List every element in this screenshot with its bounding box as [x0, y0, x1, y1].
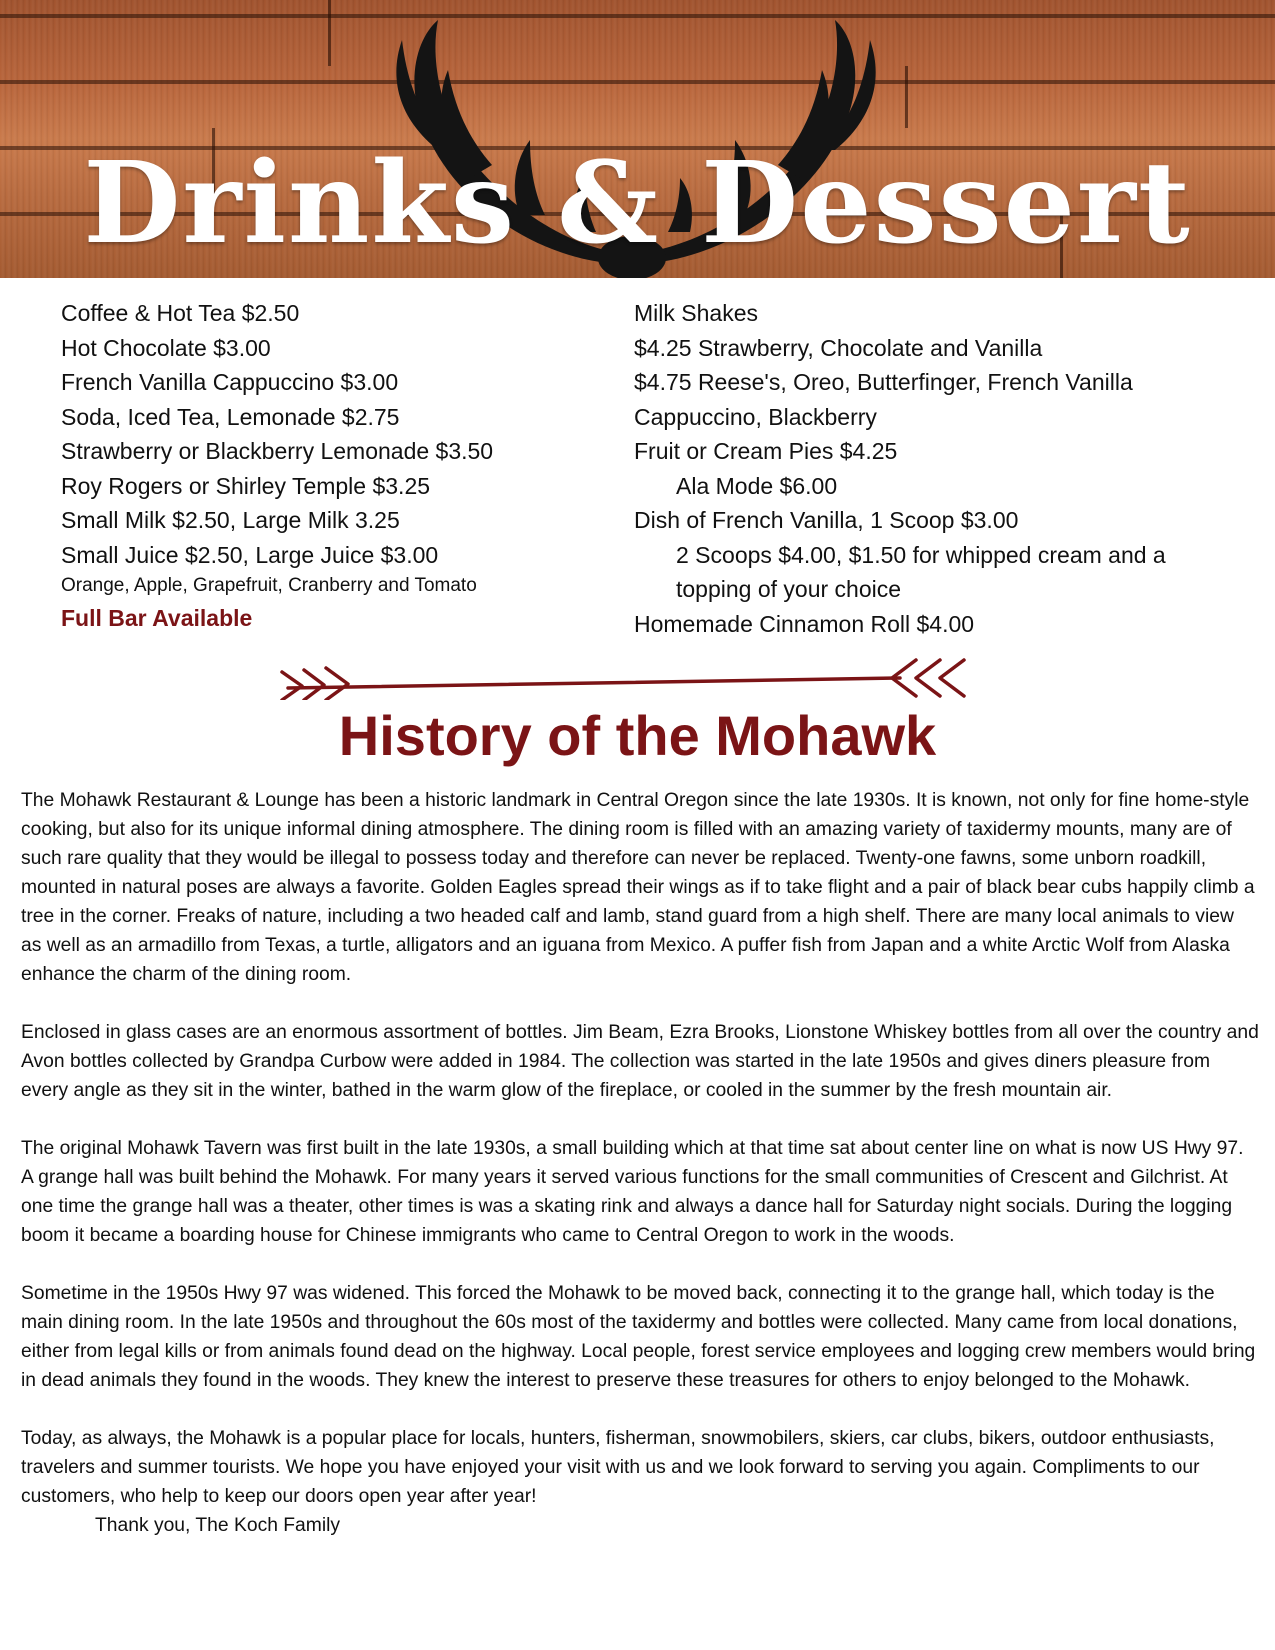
desserts-list	[634, 296, 1234, 641]
dessert-item: Fruit or Cream Pies $4.25	[634, 438, 898, 464]
drink-item: Coffee & Hot Tea $2.50	[61, 300, 300, 326]
dessert-item: $4.75 Reese's, Oreo, Butterfinger, French Vanilla Cappuccino, Blackberry	[634, 369, 1133, 430]
drink-item: Hot Chocolate $3.00	[61, 334, 271, 361]
arrow-divider-icon	[280, 656, 980, 700]
history-title: History of the Mohawk	[338, 704, 937, 767]
history-text	[21, 786, 1259, 1540]
juice-note: Orange, Apple, Grapefruit, Cranberry and Tomato	[61, 575, 477, 596]
dessert-item: 2 Scoops $4.00, $1.50 for whipped cream and a topping of your choice	[676, 541, 1166, 602]
drink-item: Strawberry or Blackberry Lemonade $3.50	[61, 438, 494, 464]
drink-item: Soda, Iced Tea, Lemonade $2.75	[61, 403, 400, 430]
dessert-item: Ala Mode $6.00	[676, 472, 838, 499]
dessert-item: Homemade Cinnamon Roll $4.00	[634, 610, 975, 637]
dessert-item: Dish of French Vanilla, 1 Scoop $3.00	[634, 507, 1019, 533]
history-paragraph: Sometime in the 1950s Hwy 97 was widened. This forced the Mohawk to be moved back, connecting it to the grange hall, which today is the main dining room. In the late 1950s and throughout the 60s most of the taxidermy and bottles were collected. Many came from local donations, either from legal kills or from animals found dead on the highway. Local people, forest service employees and logging crew members would bring in dead animals they found in the woods. They knew the interest to preserve these treasures for others to enjoy belonged to the Mohawk.	[21, 1283, 1256, 1391]
wood-banner	[0, 0, 1275, 278]
shakes-heading: Milk Shakes	[634, 300, 758, 326]
drink-item: Roy Rogers or Shirley Temple $3.25	[61, 472, 431, 499]
drink-item: French Vanilla Cappuccino $3.00	[61, 369, 399, 395]
full-bar-note: Full Bar Available	[61, 605, 253, 631]
history-paragraph: The Mohawk Restaurant & Lounge has been a historic landmark in Central Oregon since the late 1930s. It is known, not only for fine home-style cooking, but also for its unique informal dining atmosphere. The dining room is filled with an amazing variety of taxidermy mounts, many are of such rare quality that they would be illegal to possess today and therefore can never be replaced. Twenty-one fawns, some unborn roadkill, mounted in natural poses are always a favorite. Golden Eagles spread their wings as if to take flight and a pair of black bear cubs happily climb a tree in the corner. Freaks of nature, including a two headed calf and lamb, stand guard from a high shelf. There are many local animals to view as well as an armadillo from Texas, a turtle, alligators and an iguana from Mexico. A puffer fish from Japan and a white Arctic Wolf from Alaska enhance the charm of the dining room.	[21, 790, 1255, 985]
drinks-list	[61, 296, 621, 636]
drink-item: Small Juice $2.50, Large Juice $3.00	[61, 541, 439, 568]
history-paragraph: Today, as always, the Mohawk is a popular place for locals, hunters, fisherman, snowmobilers, skiers, car clubs, bikers, outdoor enthusiasts, travelers and summer tourists. We hope you have enjoyed your visit with us and we look forward to serving you again. Compliments to our customers, who help to keep our doors open year after year!	[21, 1428, 1215, 1507]
banner-title: Drinks & Dessert	[83, 138, 1192, 269]
drink-item: Small Milk $2.50, Large Milk 3.25	[61, 507, 400, 533]
signoff: Thank you, The Koch Family	[95, 1515, 341, 1536]
dessert-item: $4.25 Strawberry, Chocolate and Vanilla	[634, 334, 1043, 361]
history-paragraph: The original Mohawk Tavern was first built in the late 1930s, a small building which at that time sat about center line on what is now US Hwy 97. A grange hall was built behind the Mohawk. For many years it served various functions for the small communities of Crescent and Gilchrist. At one time the grange hall was a theater, other times is was a skating rink and always a dance hall for Saturday night socials. During the logging boom it became a boarding house for Chinese immigrants who came to Central Oregon to work in the woods.	[21, 1138, 1244, 1246]
history-paragraph: Enclosed in glass cases are an enormous assortment of bottles. Jim Beam, Ezra Brooks, Lionstone Whiskey bottles from all over the country and Avon bottles collected by Grandpa Curbow were added in 1984. The collection was started in the late 1950s and gives diners pleasure from every angle as they sit in the winter, bathed in the warm glow of the fireplace, or cooled in the summer by the fresh mountain air.	[21, 1022, 1259, 1101]
